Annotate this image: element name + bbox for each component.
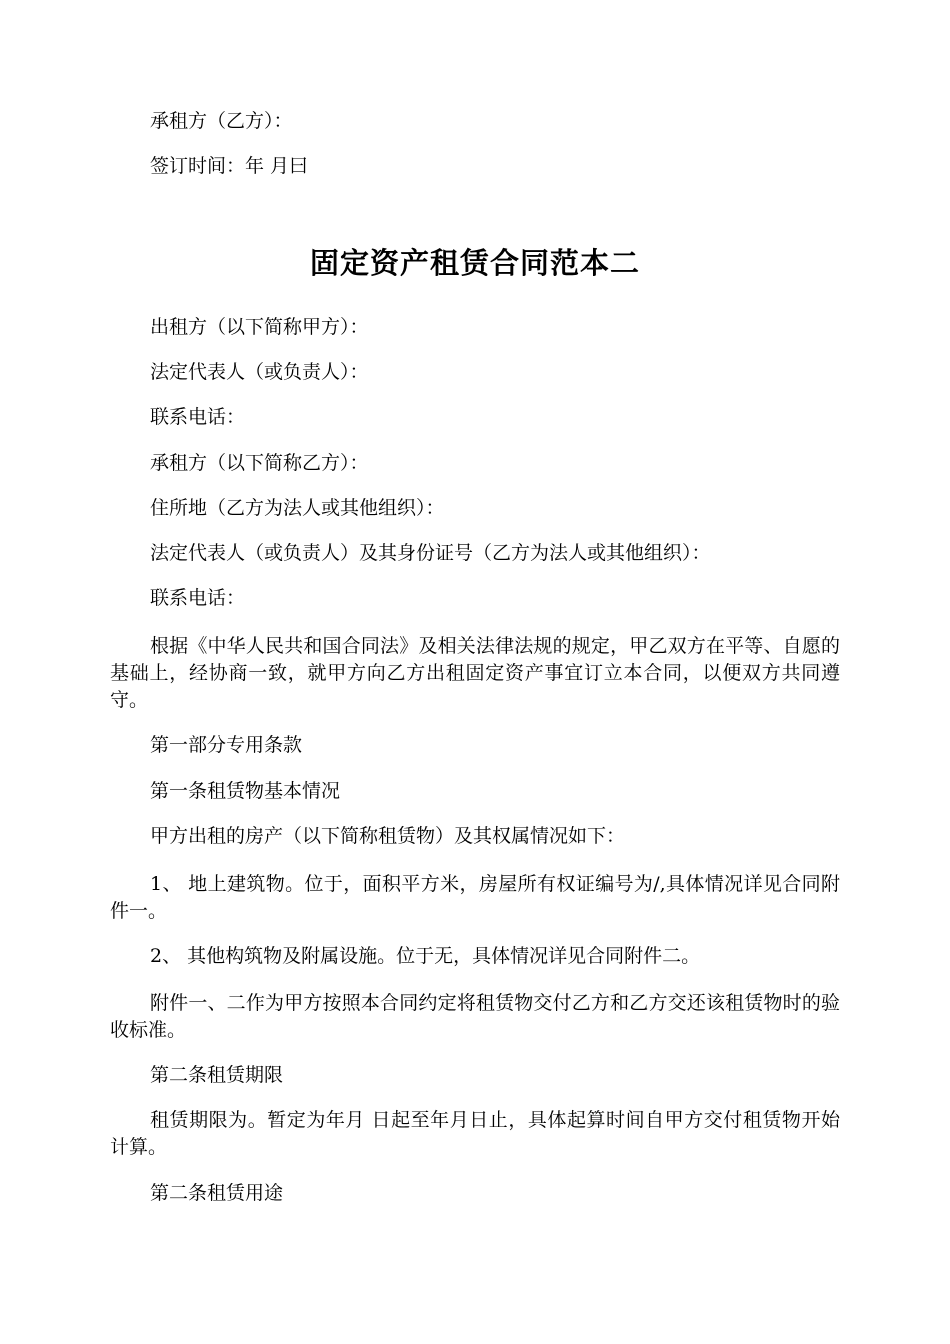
- party-field-legal-rep-id: 法定代表人（或负责人）及其身份证号（乙方为法人或其他组织）：: [150, 542, 711, 564]
- part1-heading: 第一部分专用条款: [150, 734, 303, 756]
- attachment-note: 附件一、二作为甲方按照本合同约定将租赁物交付乙方和乙方交还该租赁物时的验收标准。: [110, 992, 840, 1041]
- article2-text: 租赁期限为。暂定为年月 日起至年月日止，具体起算时间自甲方交付租赁物开始计算。: [110, 1109, 840, 1158]
- signing-time: 签订时间：年 月曰: [150, 155, 309, 177]
- item2-paragraph: 2、 其他构筑物及附属设施。位于无，具体情况详见合同附件二。: [150, 945, 701, 967]
- party-field-phone: 联系电话：: [150, 406, 246, 428]
- item1-paragraph: 1、 地上建筑物。位于，面积平方米，房屋所有权证编号为/,具体情况详见合同附件一。: [110, 873, 840, 922]
- article1-intro: 甲方出租的房产（以下简称租赁物）及其权属情况如下：: [150, 825, 626, 847]
- party-field-legal-rep: 法定代表人（或负责人）：: [150, 361, 369, 383]
- party-field-lessee: 承租方（以下简称乙方）：: [150, 452, 369, 474]
- lessee-label: 承租方（乙方）：: [150, 110, 293, 132]
- party-field-domicile: 住所地（乙方为法人或其他组织）：: [150, 497, 445, 519]
- party-field-phone-2: 联系电话：: [150, 587, 246, 609]
- document-title: 固定资产租赁合同范本二: [309, 246, 640, 280]
- article2-heading: 第二条租赁期限: [150, 1064, 284, 1086]
- party-field-lessor: 出租方（以下简称甲方）：: [150, 316, 369, 338]
- article3-heading: 第二条租赁用途: [150, 1182, 284, 1204]
- preamble-paragraph: 根据《中华人民共和国合同法》及相关法律法规的规定，甲乙双方在平等、自愿的基础上，经协商一致，就甲方向乙方出租固定资产事宜订立本合同，以便双方共同遵守。: [110, 635, 840, 711]
- article1-heading: 第一条租赁物基本情况: [150, 780, 341, 802]
